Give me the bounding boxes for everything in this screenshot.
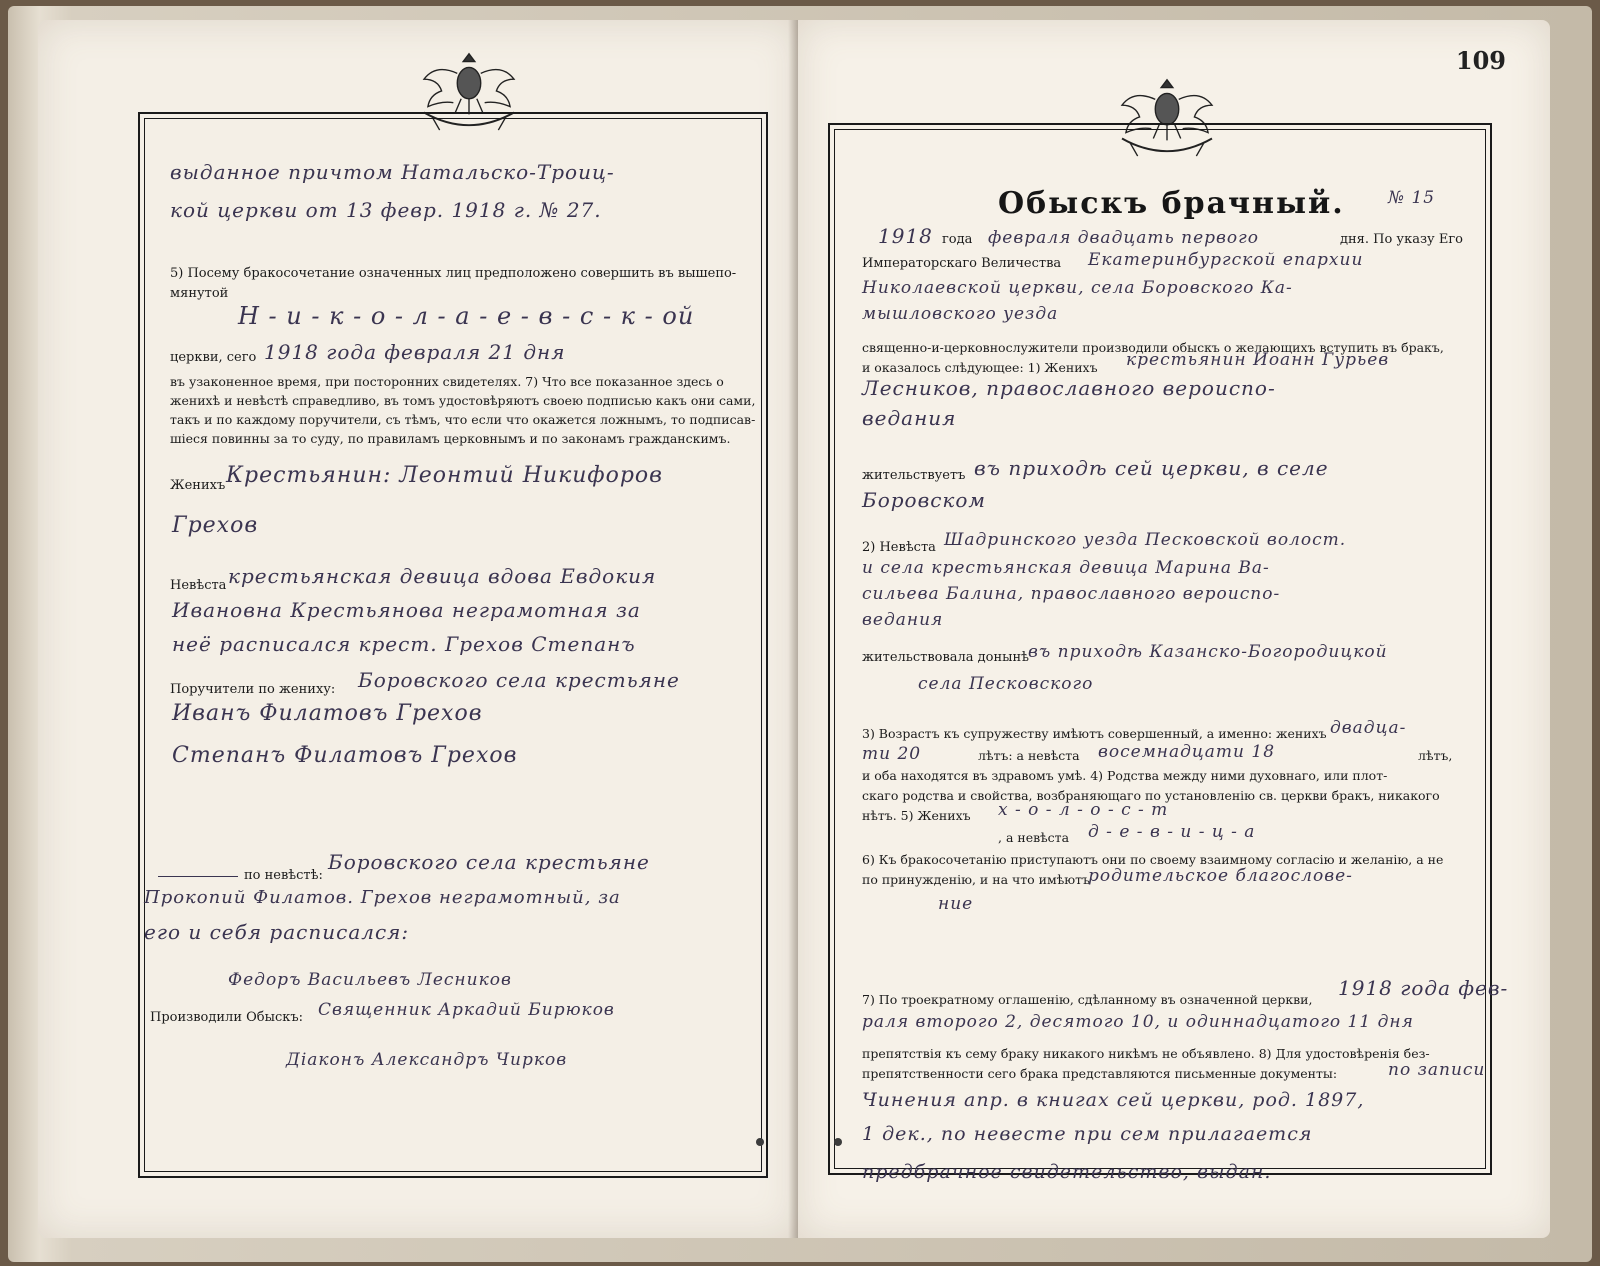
documents-2: Чинения апр. в книгах сей церкви, род. 1897, (862, 1089, 1365, 1111)
groom-age-a: двадца- (1330, 718, 1407, 738)
bride-sureties-2: Прокопий Филатов. Грехов неграмотный, за (144, 887, 621, 908)
bride-info-2: и села крестьянская девица Марина Ва- (862, 558, 1270, 578)
bride-sureties-4: Федоръ Васильевъ Лесников (228, 970, 512, 990)
bride-sureties-label: по невѣстѣ: (244, 868, 323, 883)
legal-text-1: въ узаконенное время, при посторонних свидетелях. 7) Что все показанное здесь о (170, 374, 724, 389)
legal-text-4: шiеся повинны за то суду, по правиламъ церковнымъ и по законамъ гражданскимъ. (170, 431, 731, 446)
clergy-text-1: священно-и-церковнослужители производили обыскъ о желающихъ вступить въ бракъ, (862, 340, 1444, 355)
groom-sureties-1: Боровского села крестьяне (358, 668, 680, 692)
groom-residence-1: въ приходѣ сей церкви, в селе (974, 456, 1329, 480)
banns-text-3: препятственности сего брака представляются письменные документы: (862, 1066, 1338, 1081)
health-text: и оба находятся въ здравомъ умѣ. 4) Родства между ними духовнаго, или плот- (862, 768, 1388, 783)
kinship-text-2: нѣтъ. 5) Женихъ (862, 808, 971, 823)
legal-text-3: такъ и по каждому поручители, съ тѣмъ, что если что окажется ложнымъ, то подписав- (170, 412, 756, 427)
bride-residence-2: села Песковского (918, 674, 1094, 694)
bride-info-3: сильева Балина, православного вероиспо- (862, 584, 1281, 604)
record-year: 1918 (878, 224, 933, 248)
age-text-3: лѣтъ, (1418, 748, 1453, 763)
documents-3: 1 дек., по невесте при сем прилагается (862, 1123, 1313, 1145)
church-line-2: мышловского уезда (862, 304, 1059, 324)
groom-status: х - о - л - о - с - т (998, 800, 1169, 820)
church-name: Н - и - к - о - л - а - е - в - с - к - ой (238, 302, 695, 330)
consent-text-2: по принужденiю, и на что имѣютъ (862, 872, 1091, 887)
bride-entry-1: крестьянская девица вдова Евдокия (228, 564, 657, 588)
performed-by-label: Производили Обыскъ: (150, 1010, 303, 1025)
printed-item-marriage-cont: мянутой (170, 286, 229, 301)
binding-hole (756, 1138, 764, 1146)
resides-label: жительствуетъ (862, 468, 966, 483)
groom-sureties-2: Иванъ Филатовъ Грехов (172, 701, 483, 726)
bride-label: 2) Невѣста (862, 540, 936, 555)
groom-sureties-3: Степанъ Филатовъ Грехов (172, 743, 518, 768)
church-label: церкви, сего (170, 350, 257, 365)
priest-signature: Священник Аркадий Бирюков (318, 1000, 615, 1020)
banns-text-1: 7) По троекратному оглашенiю, сдѣланному въ означенной церкви, (862, 992, 1313, 1007)
groom-sureties-label: Поручители по жениху: (170, 682, 336, 697)
record-month-day: февраля двадцать первого (988, 228, 1259, 248)
groom-label: Женихъ (170, 478, 226, 493)
left-page (38, 20, 798, 1238)
documents-1: по записи (1388, 1060, 1486, 1080)
page-number: 109 (1455, 46, 1506, 75)
binding-hole (834, 1138, 842, 1146)
groom-entry-1: Крестьянин: Леонтий Никифоров (226, 463, 663, 488)
issued-note-line-1: выданное причтом Натальско-Троиц- (170, 160, 615, 184)
bride-age: восемнадцати 18 (1098, 742, 1276, 762)
record-number: № 15 (1388, 188, 1436, 208)
groom-age-b: ти 20 (862, 744, 922, 764)
bride-label: Невѣста (170, 578, 227, 593)
groom-info-2: Лесников, православного вероиспо- (862, 376, 1276, 400)
bride-sureties-1: Боровского села крестьяне (328, 850, 650, 874)
kinship-text-1: скаго родства и свойства, возбраняющаго по установленiю св. церкви бракъ, никакого (862, 788, 1440, 803)
kinship-text-3: , а невѣста (998, 830, 1070, 845)
bride-info-4: ведания (862, 610, 944, 630)
groom-residence-2: Боровском (862, 488, 986, 512)
groom-info-3: ведания (862, 406, 957, 430)
printed-item-marriage: 5) Посему бракосочетание означенных лиц предположено совершить въ вышепо- (170, 266, 737, 281)
issued-note-line-2: кой церкви от 13 февр. 1918 г. № 27. (170, 198, 602, 222)
open-register-book (8, 6, 1592, 1262)
deacon-signature: Дiаконъ Александръ Чирков (286, 1050, 568, 1070)
parental-blessing-1: родительское благослове- (1088, 866, 1353, 886)
eparchy-name: Екатеринбургской епархии (1088, 250, 1364, 270)
year-label: года (942, 232, 973, 247)
majesty-text: Императорскаго Величества (862, 256, 1062, 271)
groom-entry-2: Грехов (172, 513, 259, 538)
age-text-2: лѣтъ: а невѣста (978, 748, 1080, 763)
resided-label: жительствовала донынѣ (862, 650, 1030, 665)
bride-sureties-3: его и себя расписался: (144, 920, 410, 944)
decree-text: дня. По указу Его (1340, 232, 1463, 247)
clergy-text-2: и оказалось слѣдующее: 1) Женихъ (862, 360, 1098, 375)
bride-info-1: Шадринского уезда Песковской волост. (944, 530, 1347, 550)
bride-residence-1: въ приходѣ Казанско-Богородицкой (1028, 642, 1388, 662)
bride-status: д - е - в - и - ц - а (1088, 822, 1256, 842)
banns-date-2: раля второго 2, десятого 10, и одиннадцатого 11 дня (862, 1012, 1414, 1032)
bride-entry-2: Ивановна Крестьянова неграмотная за (172, 598, 641, 622)
blank-rule (158, 876, 238, 877)
consent-text-1: 6) Къ бракосочетанiю приступаютъ они по своему взаимному согласiю и желанiю, а не (862, 852, 1444, 867)
document-title: Обыскъ брачный. (998, 186, 1345, 221)
groom-info-1: крестьянин Иоанн Гурьев (1126, 350, 1390, 370)
marriage-date: 1918 года февраля 21 дня (264, 340, 566, 364)
banns-text-2: препятствiя къ сему браку никакого никѣмъ не объявлено. 8) Для удостовѣренiя без- (862, 1046, 1430, 1061)
documents-4: предбрачное свидетельство, выдан. (862, 1161, 1272, 1183)
age-text-1: 3) Возрастъ къ супружеству имѣютъ совершенный, а именно: женихъ (862, 726, 1327, 741)
church-line-1: Николаевской церкви, села Боровского Ка- (862, 278, 1293, 298)
legal-text-2: женихѣ и невѣстѣ справедливо, въ томъ удостовѣряютъ своею подписью какъ они сами, (170, 393, 756, 408)
parental-blessing-2: ние (938, 894, 974, 914)
banns-date-1: 1918 года фев- (1338, 976, 1509, 1000)
bride-entry-3: неё расписался крест. Грехов Степанъ (172, 632, 636, 656)
right-page (798, 20, 1550, 1238)
